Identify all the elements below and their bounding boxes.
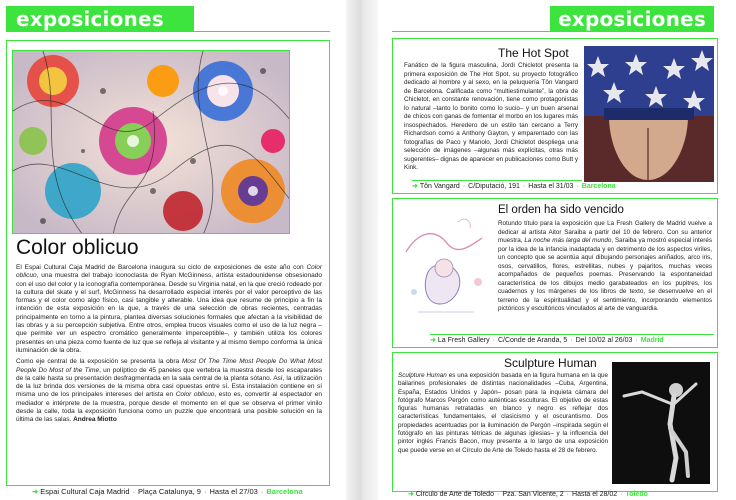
section-header — [6, 6, 194, 32]
arrow-icon: ➜ — [412, 183, 418, 190]
venue-footer: ➜ La Fresh Gallery · C/Conde de Aranda, 5 · Del 10/02 al 26/03 · Madrid — [430, 334, 714, 345]
article-title: El orden ha sido vencido — [498, 204, 624, 216]
article-title: Sculpture Human — [504, 356, 597, 370]
paragraph-2: Como eje central de la exposición se presenta la obra Most Of The Time Most People Do What Most People Do Most of the Time, un políptico de 45 paneles que vertebra la muestra desde los escaparates de la calle hasta su presentación desfragmentada en la sala central de la planta sótano. Así, la utilización de la luz brinda dos versiones de la misma obra casi opuestas entre sí. Esta instalación contiene en sí misma uno de los principales intereses del artista en Color oblicuo, esto es, convertir al espectador en mediador e intérprete de la muestra, porque desde el momento en el que se observa el primer vinilo desde la calle, toda la exposición funciona como un puzzle que encontrará una posible solución en la última de las salas. Andrea Miotto — [16, 358, 322, 424]
page-gutter — [346, 0, 378, 500]
article-body: Fanático de la figura masculina, Jordi Chicletot presenta la primera exposición de The Hot Spot, su proyecto fotográfico dedicado al hombre y al sexo, en la peluquería Tôn Vangard de Barcelona. Calificada como “multiestimulante”, la obra de Chicletot, en constante renovación, tiene como protagonistas lo natural –tanto lo bonito como lo sucio– y un buen arsenal de chicos con ganas de fomentar el morbo en los lugares más insospechados. Heredero de un estilo tan cercano a Terry Richardson como a Anthony Gayton, y emparentado con las fotografías de Paco y Manolo, Jordi Chicletot despliega una selección de imágenes –algunas más explícitas, otras más sugerentes– dignas de aparecer en publicaciones como Butt y Kink. — [404, 62, 578, 171]
venue-footer: ➜ Circulo de Arte de Toledo · Pza. San Vicente, 2 · Hasta el 28/02 · Toledo — [408, 491, 648, 498]
hero-artwork-image — [12, 50, 290, 234]
article-body: Rotundo título para la exposición que La Fresh Gallery de Madrid vuelve a dedicar al artista Aitor Saraiba a partir del 10 de febrero. Con su anterior muestra, La noche más larga del mundo, Saraiba ya mostró especial interés por la idea de la infancia inadaptada y en detrimento de los aspectos viriles, un concepto que se acentúa aquí dibujando personajes aniñados, arco iris, osos, cervatillos, flores, estrellitas, nubes y pajaritos, muchas veces acompañados de pequeños poemas. Preservando la espontaneidad característica de los dibujos medio garabateados en los pupitres, los cuadernos y los márgenes de los libros de texto, se desenvuelve en el terreno de la espiritualidad y el sentimiento, incorporando elementos pictóricos y escultóricos vinculados al arte de vanguardia. — [498, 220, 712, 312]
section-header — [550, 6, 714, 32]
author-credit: Andrea Miotto — [73, 416, 117, 424]
venue-footer: ➜ Espai Cultural Caja Madrid · Plaça Catalunya, 9 · Hasta el 27/03 · Barcelona — [32, 485, 330, 496]
article-body — [16, 264, 322, 428]
section-label: exposiciones — [16, 7, 164, 31]
arrow-icon: ➜ — [408, 491, 414, 498]
header-rule — [194, 31, 330, 32]
arrow-icon: ➜ — [430, 337, 436, 344]
paragraph-1: El Espai Cultural Caja Madrid de Barcelona inaugura su ciclo de exposiciones de este año con Color oblicuo, una muestra del trabajo iconoclasta de Ryan McGinness, artista estadounidense obsesionado con el uso del color y la iconografía contemporánea. Desde su Virginia natal, en la que creció rodeado por la cultura del skate y el surf, McGinness ha desarrollado especial interés por el valor perceptivo de las formas y el color como algo físico, casi tangible y alterable. Una idea que resume de principio a fin la intención de esta exposición en la que, a través de una selección de obras recientes, centradas principalmente en torno a la pintura, plantea diversas soluciones formales que afectan a la visibilidad de las obras y a su percepción subjetiva. Entre otros, emplea trucos visuales como el uso de la luz negra –que permite ver un espectro cromático generalmente imperceptible–, y también utiliza los colores presentes en una pieza como fuente de luz que se refleja al visitante y al mismo tiempo conforma la única iluminación de la obra. — [16, 264, 322, 354]
right-page — [378, 0, 736, 500]
arrow-icon: ➜ — [32, 487, 39, 496]
article-title: Color oblicuo — [16, 236, 139, 259]
article-photo — [584, 46, 714, 182]
article-body: Sculpture Human es una exposición basada en la figura humana en la que bailarines profesionales de distintas nacionalidades –Cuba, Argentina, España, Estados Unidos y Japón– posan para la inquieta cámara del fotógrafo Marcos Pergón como auténticas esculturas. El objetivo de estas figuras humanas retratadas en blanco y negro es reflejar dos características fundamentales, el clasicismo y el oscurantismo. Dos propiedades acentuadas por la iluminación de Pergón –inspirada según el fotógrafo en las pinturas tétricas de algunas iglesias– y la influencia del pintor inglés Francis Bacon, muy presente a lo largo de una exposición que puede verse en el Círculo de Arte de Toledo hasta el 28 de febrero. — [398, 372, 608, 454]
section-label: exposiciones — [558, 7, 706, 31]
left-page — [0, 0, 346, 500]
header-rule — [392, 31, 550, 32]
venue-footer: ➜ Tôn Vangard · C/Diputació, 191 · Hasta el 31/03 · Barcelona — [412, 180, 582, 191]
article-title: The Hot Spot — [498, 46, 569, 60]
article-illustration — [398, 212, 494, 330]
article-photo — [612, 362, 710, 484]
